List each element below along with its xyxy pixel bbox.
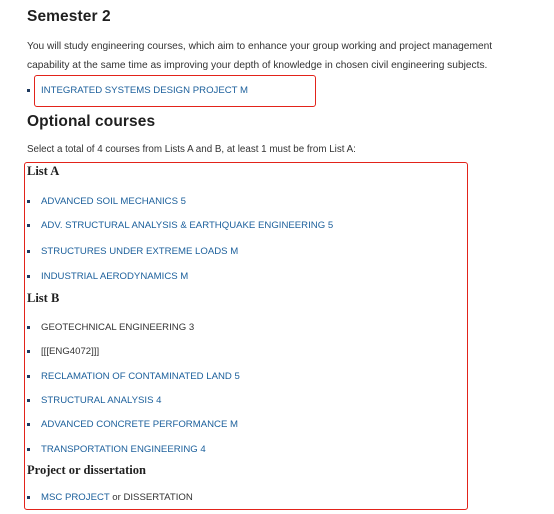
list-a-item[interactable] [41,246,238,257]
list-a-item[interactable] [41,196,186,207]
list-b-item [41,346,99,357]
bullet-icon [27,326,30,329]
core-course-link[interactable]: INTEGRATED SYSTEMS DESIGN PROJECT M [41,85,249,96]
list-b-item[interactable] [41,419,238,430]
msc-project-link[interactable]: MSC PROJECT [41,492,110,503]
project-title: Project or dissertation [27,463,146,477]
optional-courses-highlight-box [24,162,468,510]
semester-heading: Semester 2 [27,8,111,25]
bullet-icon [27,350,30,353]
optional-courses-heading: Optional courses [27,113,156,130]
list-b-item[interactable] [41,395,162,406]
course-link[interactable]: INDUSTRIAL AERODYNAMICS M [41,271,189,282]
course-link[interactable]: ADVANCED CONCRETE PERFORMANCE M [41,419,239,430]
bullet-icon [27,224,30,227]
semester-description-line-2: capability at the same time as improving your depth of knowledge in chosen civil engineering subjects. [27,60,488,71]
list-a-item[interactable] [41,220,333,231]
list-a-title: List A [27,164,60,178]
course-link[interactable]: STRUCTURAL ANALYSIS 4 [41,395,162,406]
list-b-item[interactable] [41,371,240,382]
bullet-icon [27,375,30,378]
course-text: [[[ENG4072]]] [41,346,100,357]
semester-description-line-1: You will study engineering courses, which aim to enhance your group working and project management [27,41,493,52]
course-link[interactable]: STRUCTURES UNDER EXTREME LOADS M [41,246,239,257]
optional-courses-instruction: Select a total of 4 courses from Lists A and B, at least 1 must be from List A: [27,144,356,155]
bullet-icon [27,448,30,451]
list-a-item[interactable] [41,271,188,282]
course-link[interactable]: ADV. STRUCTURAL ANALYSIS & EARTHQUAKE ENGINEERING 5 [41,220,334,231]
course-link[interactable]: RECLAMATION OF CONTAMINATED LAND 5 [41,371,240,382]
bullet-icon [27,423,30,426]
list-b-item[interactable] [41,444,206,455]
course-link[interactable]: ADVANCED SOIL MECHANICS 5 [41,196,187,207]
list-b-item [41,322,194,333]
list-b-title: List B [27,291,60,305]
bullet-icon [27,89,30,92]
bullet-icon [27,399,30,402]
bullet-icon [27,250,30,253]
course-text: GEOTECHNICAL ENGINEERING 3 [41,322,195,333]
semester-description [27,37,492,75]
bullet-icon [27,496,30,499]
bullet-icon [27,275,30,278]
project-item [41,492,193,503]
core-course-item[interactable] [41,85,248,96]
course-link[interactable]: TRANSPORTATION ENGINEERING 4 [41,444,206,455]
bullet-icon [27,200,30,203]
dissertation-text: or DISSERTATION [109,492,193,503]
